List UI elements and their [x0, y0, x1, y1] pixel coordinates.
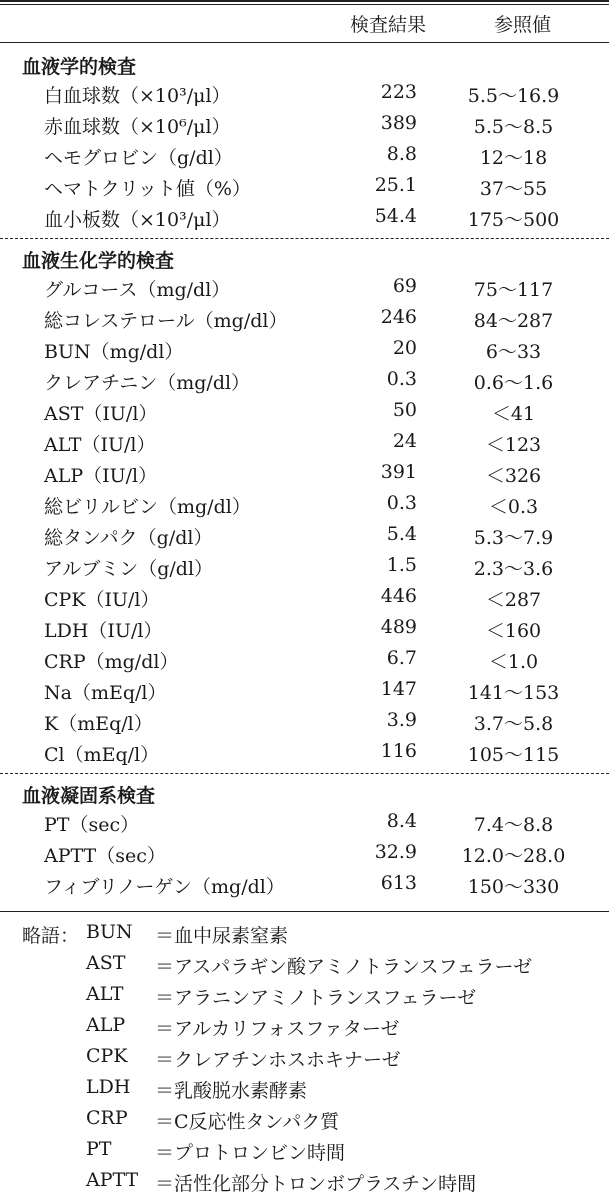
reference-range: 150～330	[467, 876, 560, 898]
test-name: 総タンパク（g/dl）	[44, 527, 213, 549]
reference-range: 5.5～16.9	[467, 85, 560, 107]
table-row	[0, 337, 609, 368]
reference-range: 84～287	[473, 310, 554, 332]
reference-range: ＜0.3	[488, 496, 539, 518]
test-result: 54.4	[374, 205, 417, 227]
abbreviation-item	[0, 983, 609, 1014]
test-result: 6.7	[386, 647, 417, 669]
reference-range: ＜326	[485, 465, 542, 487]
test-result: 3.9	[386, 709, 417, 731]
abbreviation-key: CPK	[86, 1045, 128, 1067]
test-name: APTT（sec）	[44, 845, 166, 867]
abbreviation-definition: ＝アラニンアミノトランスフェラーゼ	[155, 987, 477, 1009]
table-row	[0, 81, 609, 112]
test-name: 白血球数（×10³/μl）	[44, 85, 231, 107]
test-result: 32.9	[374, 841, 417, 863]
table-row	[0, 841, 609, 872]
test-result: 8.8	[386, 143, 417, 165]
test-result: 8.4	[386, 810, 417, 832]
table-row	[0, 399, 609, 430]
section-title: 血液学的検査	[22, 56, 137, 78]
abbreviation-item	[0, 1138, 609, 1169]
reference-range: 2.3～3.6	[473, 558, 554, 580]
test-result: 489	[380, 616, 417, 638]
test-name: BUN（mg/dl）	[44, 341, 184, 363]
reference-range: 75～117	[473, 279, 554, 301]
table-row	[0, 205, 609, 236]
section-title: 血液生化学的検査	[22, 250, 175, 272]
reference-range: 3.7～5.8	[473, 713, 554, 735]
abbreviation-key: LDH	[86, 1076, 131, 1098]
abbreviation-key: PT	[86, 1138, 112, 1160]
abbreviation-key: BUN	[86, 921, 133, 943]
test-name: クレアチニン（mg/dl）	[44, 372, 251, 394]
abbreviations-label: 略語：	[22, 925, 80, 947]
test-result: 0.3	[386, 492, 417, 514]
table-row	[0, 554, 609, 585]
abbreviation-definition: ＝乳酸脱水素酵素	[155, 1080, 308, 1102]
test-name: CPK（IU/l）	[44, 589, 160, 611]
test-result: 223	[380, 81, 417, 103]
table-row	[0, 174, 609, 205]
table-row	[0, 275, 609, 306]
abbreviation-item	[0, 921, 609, 952]
reference-range: 141～153	[467, 682, 560, 704]
test-result: 20	[392, 337, 417, 359]
reference-range: 12.0～28.0	[461, 845, 566, 867]
table-row	[0, 306, 609, 337]
test-result: 69	[392, 275, 417, 297]
reference-range: 5.3～7.9	[473, 527, 554, 549]
table-row	[0, 678, 609, 709]
test-result: 613	[380, 872, 417, 894]
test-result: 446	[380, 585, 417, 607]
table-row	[0, 461, 609, 492]
abbreviation-item	[0, 1076, 609, 1107]
reference-range: 5.5～8.5	[473, 116, 554, 138]
test-result: 0.3	[386, 368, 417, 390]
table-row	[0, 143, 609, 174]
table-row	[0, 430, 609, 461]
reference-range: 0.6～1.6	[473, 372, 554, 394]
table-row	[0, 709, 609, 740]
test-name: LDH（IU/l）	[44, 620, 163, 642]
reference-range: 37～55	[479, 178, 548, 200]
table-header	[0, 8, 609, 40]
test-result: 147	[380, 678, 417, 700]
table-row	[0, 585, 609, 616]
reference-range: 105～115	[467, 744, 560, 766]
header-rule	[0, 42, 609, 43]
reference-range: 7.4～8.8	[473, 814, 554, 836]
section-divider	[0, 773, 609, 774]
test-result: 1.5	[386, 554, 417, 576]
reference-range: 6～33	[485, 341, 542, 363]
test-result: 391	[380, 461, 417, 483]
test-name: ALP（IU/l）	[44, 465, 158, 487]
table-row	[0, 368, 609, 399]
test-name: フィブリノーゲン（mg/dl）	[44, 876, 285, 898]
header-reference-label: 参照値	[494, 14, 552, 36]
abbreviation-item	[0, 952, 609, 983]
test-name: ヘモグロビン（g/dl）	[44, 147, 233, 169]
test-result: 24	[392, 430, 417, 452]
abbreviation-key: ALT	[86, 983, 124, 1005]
table-row	[0, 810, 609, 841]
table-row	[0, 740, 609, 771]
reference-range: ＜41	[491, 403, 536, 425]
abbreviation-definition: ＝アスパラギン酸アミノトランスフェラーゼ	[155, 956, 533, 978]
test-result: 5.4	[386, 523, 417, 545]
test-name: 赤血球数（×10⁶/μl）	[44, 116, 231, 138]
abbreviation-definition: ＝クレアチンホスホキナーゼ	[155, 1049, 401, 1071]
abbreviation-item	[0, 1045, 609, 1076]
test-name: 血小板数（×10³/μl）	[44, 209, 231, 231]
table-row	[0, 872, 609, 903]
reference-range: 12～18	[479, 147, 548, 169]
test-result: 116	[380, 740, 417, 762]
test-result: 50	[392, 399, 417, 421]
test-result: 389	[380, 112, 417, 134]
abbreviation-key: ALP	[86, 1014, 126, 1036]
abbreviation-key: APTT	[86, 1169, 139, 1191]
abbreviation-definition: ＝プロトロンビン時間	[155, 1142, 346, 1164]
abbreviation-item	[0, 1014, 609, 1045]
test-name: アルブミン（g/dl）	[44, 558, 214, 580]
test-name: グルコース（mg/dl）	[44, 279, 231, 301]
test-name: PT（sec）	[44, 814, 140, 836]
abbreviation-item	[0, 1107, 609, 1138]
reference-range: ＜1.0	[488, 651, 539, 673]
abbreviation-definition: ＝C反応性タンパク質	[155, 1111, 340, 1133]
test-result: 25.1	[374, 174, 417, 196]
header-result-label: 検査結果	[350, 14, 427, 36]
abbreviation-item	[0, 1169, 609, 1200]
table-row	[0, 523, 609, 554]
section-divider	[0, 238, 609, 239]
abbreviation-definition: ＝血中尿素窒素	[155, 925, 289, 947]
test-name: Na（mEq/l）	[44, 682, 167, 704]
reference-range: 175～500	[467, 209, 560, 231]
table-row	[0, 647, 609, 678]
table-row	[0, 492, 609, 523]
abbreviation-definition: ＝活性化部分トロンボプラスチン時間	[155, 1173, 477, 1195]
section-title: 血液凝固系検査	[22, 785, 156, 807]
reference-range: ＜287	[485, 589, 542, 611]
abbreviation-definition: ＝アルカリフォスファターゼ	[155, 1018, 400, 1040]
test-name: K（mEq/l）	[44, 713, 153, 735]
test-result: 246	[380, 306, 417, 328]
top-double-rule	[0, 0, 609, 5]
test-name: Cl（mEq/l）	[44, 744, 160, 766]
test-name: AST（IU/l）	[44, 403, 158, 425]
test-name: 総コレステロール（mg/dl）	[44, 310, 288, 332]
table-row	[0, 616, 609, 647]
reference-range: ＜123	[485, 434, 542, 456]
table-bottom-rule	[0, 911, 609, 912]
abbreviation-key: AST	[86, 952, 126, 974]
reference-range: ＜160	[485, 620, 542, 642]
abbreviation-key: CRP	[86, 1107, 128, 1129]
table-row	[0, 112, 609, 143]
test-name: ヘマトクリット値（%）	[44, 178, 251, 200]
test-name: CRP（mg/dl）	[44, 651, 179, 673]
test-name: ALT（IU/l）	[44, 434, 156, 456]
test-name: 総ビリルビン（mg/dl）	[44, 496, 251, 518]
